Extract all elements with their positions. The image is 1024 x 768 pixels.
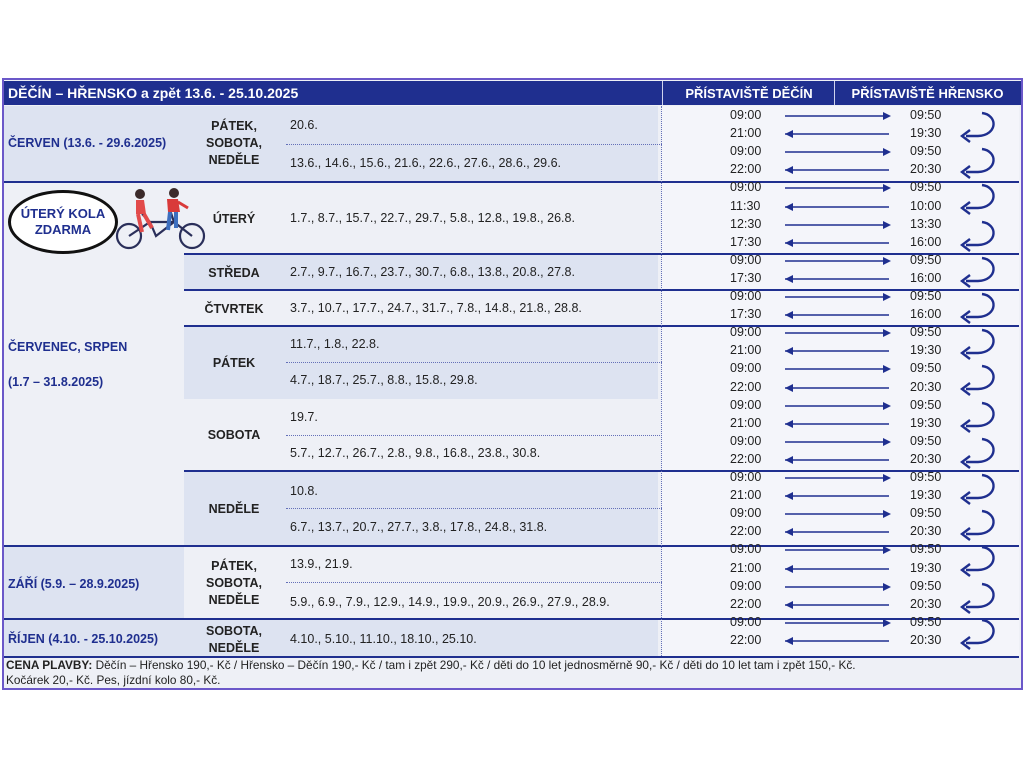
dotted-separator — [286, 435, 662, 436]
day-line: SOBOTA, — [205, 624, 263, 638]
return-arrow-icon — [958, 145, 1002, 179]
departure-time-decin: 22:00 — [730, 162, 762, 177]
time-hrensko: 09:50 — [910, 180, 942, 195]
time-hrensko: 19:30 — [910, 415, 942, 430]
day-line: NEDĚLE — [208, 153, 260, 167]
day-label-tuesday: ÚTERÝ — [212, 212, 256, 226]
arrow-left-icon — [783, 202, 893, 212]
departure-time-decin: 09:00 — [730, 325, 762, 340]
arrow-left-icon — [783, 636, 893, 646]
row-separator — [184, 253, 1019, 255]
departure-time-decin: 09:00 — [730, 433, 762, 448]
day-line: SOBOTA, — [205, 576, 263, 590]
arrow-right-icon — [783, 473, 893, 483]
dates-row: 5.9., 6.9., 7.9., 12.9., 14.9., 19.9., 20.9., 26.9., 27.9., 28.9. — [290, 595, 610, 609]
time-hrensko: 09:50 — [910, 108, 942, 122]
departure-time-decin: 09:00 — [730, 289, 762, 303]
arrow-right-icon — [783, 147, 893, 157]
dates-row: 19.7. — [290, 410, 318, 424]
time-hrensko: 20:30 — [910, 524, 942, 539]
time-hrensko: 16:00 — [910, 307, 942, 322]
arrow-right-icon — [783, 256, 893, 266]
return-arrow-icon — [958, 181, 1002, 215]
day-label-wednesday: STŘEDA — [208, 266, 260, 280]
page-title: DĚČÍN – HŘENSKO a zpět 13.6. - 25.10.2025 — [8, 85, 299, 101]
time-hrensko: 20:30 — [910, 162, 942, 177]
time-hrensko: 09:50 — [910, 325, 942, 340]
departure-time-decin: 17:30 — [730, 270, 762, 285]
arrow-left-icon — [783, 274, 893, 284]
dotted-separator — [286, 362, 662, 363]
month-label-june: ČERVEN (13.6. - 29.6.2025) — [8, 136, 167, 150]
price-label: CENA PLAVBY: — [6, 658, 93, 672]
departure-time-decin: 09:00 — [730, 108, 762, 122]
departure-time-decin: 12:30 — [730, 216, 762, 231]
arrow-left-icon — [783, 600, 893, 610]
departure-time-decin: 22:00 — [730, 379, 762, 394]
departure-time-decin: 21:00 — [730, 488, 762, 503]
arrow-left-icon — [783, 527, 893, 537]
return-arrow-icon — [958, 290, 1002, 324]
arrow-right-icon — [783, 437, 893, 447]
arrow-left-icon — [783, 419, 893, 429]
time-hrensko: 19:30 — [910, 488, 942, 503]
dates-row: 6.7., 13.7., 20.7., 27.7., 3.8., 17.8., 24.8., 31.8. — [290, 520, 548, 534]
arrow-right-icon — [783, 220, 893, 230]
dates-row: 5.7., 12.7., 26.7., 2.8., 9.8., 16.8., 23.8., 30.8. — [290, 446, 541, 460]
departure-time-decin: 09:00 — [730, 506, 762, 521]
departure-time-decin: 09:00 — [730, 180, 762, 195]
time-hrensko: 09:50 — [910, 506, 942, 521]
time-hrensko: 19:30 — [910, 343, 942, 358]
dates-row: 4.7., 18.7., 25.7., 8.8., 15.8., 29.8. — [290, 373, 478, 387]
port-hrensko-heading: PŘÍSTAVIŠTĚ HŘENSKO — [851, 85, 1004, 101]
arrow-left-icon — [783, 383, 893, 393]
return-arrow-icon — [958, 435, 1002, 469]
departure-time-decin: 09:00 — [730, 542, 762, 557]
day-label-sunday: NEDĚLE — [208, 502, 260, 516]
month-label-july-aug: ČERVENEC, SRPEN — [8, 340, 128, 354]
header-divider — [662, 81, 663, 105]
day-line: NEDĚLE — [208, 641, 260, 655]
price-info — [6, 658, 1018, 688]
arrow-left-icon — [783, 491, 893, 501]
time-hrensko: 09:50 — [910, 578, 942, 593]
time-hrensko: 09:50 — [910, 144, 942, 159]
arrow-right-icon — [783, 545, 893, 555]
arrow-right-icon — [783, 292, 893, 302]
departure-time-decin: 09:00 — [730, 361, 762, 376]
arrow-left-icon — [783, 165, 893, 175]
badge-line-1: ÚTERÝ KOLA — [20, 206, 106, 221]
time-hrensko: 19:30 — [910, 126, 942, 141]
day-line: SOBOTA, — [205, 136, 263, 150]
arrow-right-icon — [783, 328, 893, 338]
time-hrensko: 09:50 — [910, 470, 942, 484]
time-hrensko: 20:30 — [910, 379, 942, 394]
time-hrensko: 20:30 — [910, 632, 942, 647]
row-separator — [184, 325, 1019, 327]
dotted-separator — [286, 144, 662, 145]
arrow-right-icon — [783, 183, 893, 193]
time-hrensko: 09:50 — [910, 433, 942, 448]
day-label-pso-september — [186, 558, 282, 609]
return-arrow-icon — [958, 218, 1002, 252]
departure-time-decin: 22:00 — [730, 451, 762, 466]
free-bikes-badge — [8, 190, 118, 254]
return-arrow-icon — [958, 471, 1002, 505]
arrow-left-icon — [783, 129, 893, 139]
time-hrensko: 16:00 — [910, 234, 942, 249]
arrow-right-icon — [783, 618, 893, 628]
month-label-september: ZÁŘÍ (5.9. – 28.9.2025) — [8, 577, 140, 591]
departure-time-decin: 09:00 — [730, 397, 762, 412]
return-arrow-icon — [958, 362, 1002, 396]
dotted-separator — [286, 582, 662, 583]
departure-time-decin: 22:00 — [730, 524, 762, 539]
day-line: PÁTEK, — [211, 559, 257, 573]
departure-time-decin: 09:00 — [730, 252, 762, 267]
departure-time-decin: 17:30 — [730, 234, 762, 249]
return-arrow-icon — [958, 399, 1002, 433]
price-line-2: Kočárek 20,- Kč. Pes, jízdní kolo 80,- Kč. — [6, 673, 221, 687]
day-label-so-october — [186, 623, 282, 657]
return-arrow-icon — [958, 543, 1002, 577]
badge-line-2: ZDARMA — [34, 222, 92, 237]
arrow-right-icon — [783, 509, 893, 519]
time-hrensko: 09:50 — [910, 252, 942, 267]
day-label-friday: PÁTEK — [212, 356, 256, 370]
day-line: NEDĚLE — [208, 593, 260, 607]
dates-row: 1.7., 8.7., 15.7., 22.7., 29.7., 5.8., 12.8., 19.8., 26.8. — [290, 211, 575, 225]
departure-time-decin: 09:00 — [730, 614, 762, 629]
dates-row: 3.7., 10.7., 17.7., 24.7., 31.7., 7.8., 14.8., 21.8., 28.8. — [290, 301, 582, 315]
time-hrensko: 13:30 — [910, 216, 942, 231]
dates-row: 13.6., 14.6., 15.6., 21.6., 22.6., 27.6., 28.6., 29.6. — [290, 156, 562, 170]
return-arrow-icon — [958, 616, 1002, 650]
departure-time-decin: 11:30 — [730, 198, 761, 213]
header-divider — [834, 81, 835, 105]
time-hrensko: 09:50 — [910, 397, 942, 412]
day-label-pso-june — [186, 118, 282, 169]
return-arrow-icon — [958, 326, 1002, 360]
month-label-october: ŘÍJEN (4.10. - 25.10.2025) — [8, 632, 159, 646]
day-label-saturday: SOBOTA — [207, 428, 261, 442]
arrow-right-icon — [783, 582, 893, 592]
time-hrensko: 09:50 — [910, 542, 942, 557]
arrow-left-icon — [783, 310, 893, 320]
arrow-left-icon — [783, 564, 893, 574]
dates-row: 2.7., 9.7., 16.7., 23.7., 30.7., 6.8., 13.8., 20.8., 27.8. — [290, 265, 575, 279]
dates-row: 20.6. — [290, 118, 318, 132]
dotted-separator — [286, 508, 662, 509]
time-hrensko: 09:50 — [910, 289, 942, 303]
return-arrow-icon — [958, 109, 1002, 143]
return-arrow-icon — [958, 507, 1002, 541]
return-arrow-icon — [958, 580, 1002, 614]
dates-row: 11.7., 1.8., 22.8. — [290, 337, 380, 351]
row-separator — [184, 470, 1019, 472]
day-label-thursday: ČTVRTEK — [204, 302, 264, 316]
time-hrensko: 09:50 — [910, 614, 942, 629]
departure-time-decin: 21:00 — [730, 415, 762, 430]
dates-row: 4.10., 5.10., 11.10., 18.10., 25.10. — [290, 632, 477, 646]
column-divider — [661, 106, 663, 656]
departure-time-decin: 21:00 — [730, 343, 762, 358]
time-hrensko: 20:30 — [910, 596, 942, 611]
departure-time-decin: 09:00 — [730, 144, 762, 159]
arrow-left-icon — [783, 346, 893, 356]
departure-time-decin: 09:00 — [730, 578, 762, 593]
departure-time-decin: 09:00 — [730, 470, 762, 484]
dates-row: 10.8. — [290, 484, 318, 498]
departure-time-decin: 21:00 — [730, 126, 762, 141]
month-range-july-aug: (1.7 – 31.8.2025) — [8, 375, 104, 389]
time-hrensko: 10:00 — [910, 198, 942, 213]
arrow-left-icon — [783, 455, 893, 465]
price-line-1: Děčín – Hřensko 190,- Kč / Hřensko – Děčín 190,- Kč / tam i zpět 290,- Kč / děti do 10 let jednosměrně 90,- Kč / děti do 10 let tam i zpět 150,- Kč. — [92, 658, 856, 672]
arrow-right-icon — [783, 401, 893, 411]
day-line: PÁTEK, — [211, 119, 257, 133]
arrow-left-icon — [783, 238, 893, 248]
departure-time-decin: 22:00 — [730, 596, 762, 611]
port-decin-heading: PŘÍSTAVIŠTĚ DĚČÍN — [685, 85, 813, 101]
row-separator — [184, 289, 1019, 291]
time-hrensko: 19:30 — [910, 560, 942, 575]
arrow-right-icon — [783, 111, 893, 121]
arrow-right-icon — [783, 364, 893, 374]
departure-time-decin: 21:00 — [730, 560, 762, 575]
return-arrow-icon — [958, 254, 1002, 288]
time-hrensko: 16:00 — [910, 270, 942, 285]
dates-row: 13.9., 21.9. — [290, 557, 353, 571]
departure-time-decin: 22:00 — [730, 632, 762, 647]
time-hrensko: 20:30 — [910, 451, 942, 466]
departure-time-decin: 17:30 — [730, 307, 762, 322]
time-hrensko: 09:50 — [910, 361, 942, 376]
